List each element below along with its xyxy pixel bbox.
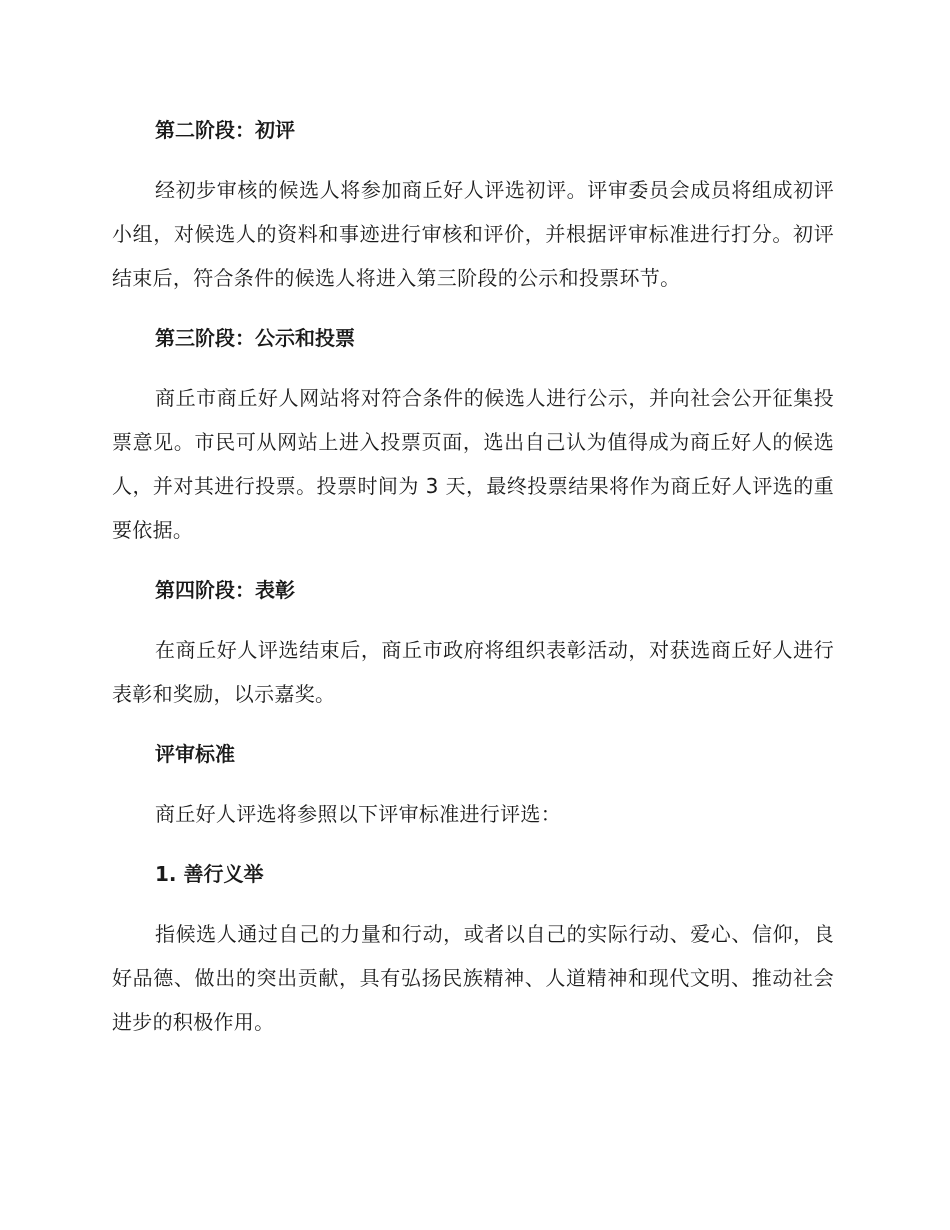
stage3-paragraph: 商丘市商丘好人网站将对符合条件的候选人进行公示，并向社会公开征集投票意见。市民可从网站上进入投票页面，选出自己认为值得成为商丘好人的候选人，并对其进行投票。投票时间为 3 天，最终投票结果将作为商丘好人评选的重要依据。 — [112, 386, 834, 542]
stage4-heading: 第四阶段：表彰 — [155, 578, 295, 602]
document-body — [112, 108, 834, 1060]
criterion1-heading: 1. 善行义举 — [155, 862, 264, 886]
criteria-intro: 商丘好人评选将参照以下评审标准进行评选： — [155, 802, 561, 826]
criteria-heading: 评审标准 — [155, 742, 235, 766]
stage2-paragraph: 经初步审核的候选人将参加商丘好人评选初评。评审委员会成员将组成初评小组，对候选人的资料和事迹进行审核和评价，并根据评审标准进行打分。初评结束后，符合条件的候选人将进入第三阶段的公示和投票环节。 — [112, 178, 834, 290]
stage4-paragraph: 在商丘好人评选结束后，商丘市政府将组织表彰活动，对获选商丘好人进行表彰和奖励，以示嘉奖。 — [112, 638, 834, 706]
criterion1-paragraph: 指候选人通过自己的力量和行动，或者以自己的实际行动、爱心、信仰，良好品德、做出的突出贡献，具有弘扬民族精神、人道精神和现代文明、推动社会进步的积极作用。 — [112, 922, 834, 1034]
stage3-heading: 第三阶段：公示和投票 — [155, 326, 355, 350]
stage2-heading: 第二阶段：初评 — [155, 118, 295, 142]
